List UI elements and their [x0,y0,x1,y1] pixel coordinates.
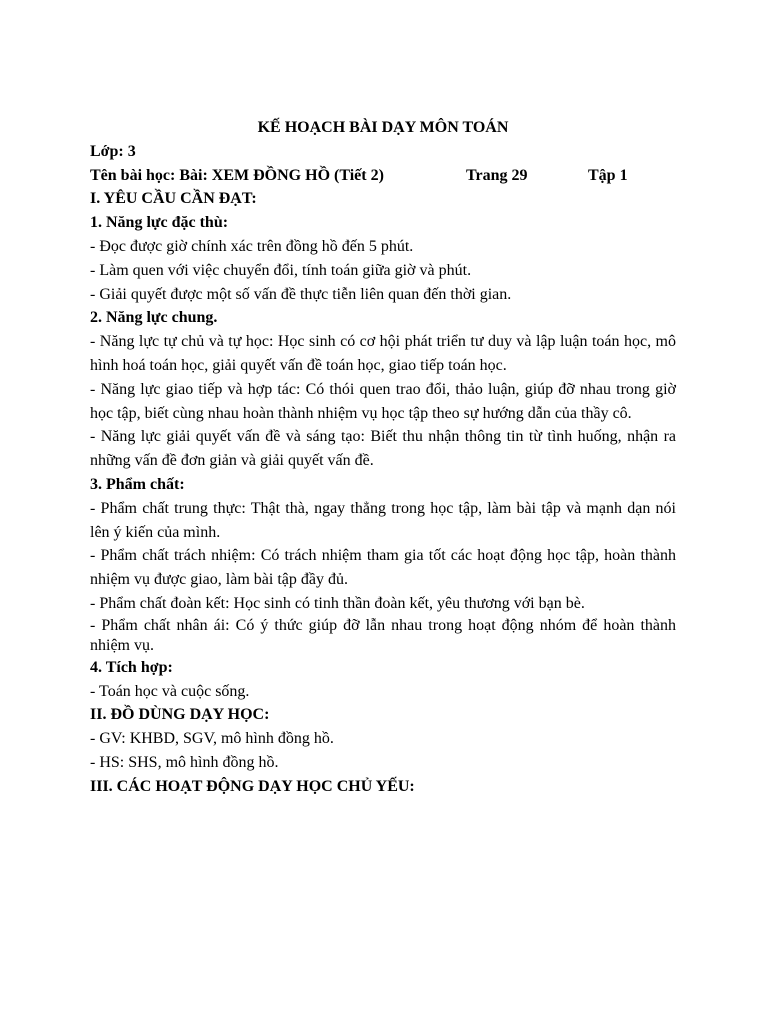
subsection-3-heading: 3. Phẩm chất: [90,475,185,493]
grade-label: Lớp: 3 [90,142,136,160]
lesson-meta-row [90,164,676,188]
volume-number: Tập 1 [588,166,628,184]
list-item: - Phẩm chất nhân ái: Có ý thức giúp đỡ lẫn nhau trong hoạt động nhóm để hoàn thành nhiệm vụ. [90,616,676,654]
subsection-4-heading: 4. Tích hợp: [90,658,173,676]
document-title: KẾ HOẠCH BÀI DẠY MÔN TOÁN [257,119,509,136]
section-3-heading: III. CÁC HOẠT ĐỘNG DẠY HỌC CHỦ YẾU: [90,777,415,795]
list-item: - Năng lực tự chủ và tự học: Học sinh có cơ hội phát triển tư duy và lập luận toán học, mô hình hoá toán học, giải quyết vấn đề toán học, giao tiếp toán học. [90,333,676,374]
list-item: - HS: SHS, mô hình đồng hồ. [90,753,279,771]
lesson-plan-document [90,116,676,799]
list-item: - GV: KHBD, SGV, mô hình đồng hồ. [90,730,334,748]
list-item: - Toán học và cuộc sống. [90,682,250,700]
list-item: - Làm quen với việc chuyển đổi, tính toán giữa giờ và phút. [90,261,472,279]
list-item: - Đọc được giờ chính xác trên đồng hồ đến 5 phút. [90,237,414,255]
list-item: - Phẩm chất trung thực: Thật thà, ngay thẳng trong học tập, làm bài tập và mạnh dạn nói lên ý kiến của mình. [90,499,676,541]
lesson-name: Tên bài học: Bài: XEM ĐỒNG HỒ (Tiết 2) [90,166,384,184]
section-1-heading: I. YÊU CẦU CẦN ĐẠT: [90,190,257,208]
page-number: Trang 29 [466,166,528,184]
list-item: - Năng lực giao tiếp và hợp tác: Có thói quen trao đổi, thảo luận, giúp đỡ nhau trong giờ học tập, biết cùng nhau hoàn thành nhiệm vụ học tập theo sự hướng dẫn của thầy cô. [90,380,676,422]
list-item: - Năng lực giải quyết vấn đề và sáng tạo: Biết thu nhận thông tin từ tình huống, nhận ra những vấn đề đơn giản và giải quyết vấn đề. [90,428,676,470]
list-item: - Phẩm chất trách nhiệm: Có trách nhiệm tham gia tốt các hoạt động học tập, hoàn thành nhiệm vụ được giao, làm bài tập đầy đủ. [90,547,676,589]
list-item: - Phẩm chất đoàn kết: Học sinh có tinh thần đoàn kết, yêu thương với bạn bè. [90,594,585,612]
subsection-2-heading: 2. Năng lực chung. [90,309,218,327]
section-2-heading: II. ĐỒ DÙNG DẠY HỌC: [90,706,270,724]
list-item: - Giải quyết được một số vấn đề thực tiễn liên quan đến thời gian. [90,285,512,303]
subsection-1-heading: 1. Năng lực đặc thù: [90,214,229,232]
